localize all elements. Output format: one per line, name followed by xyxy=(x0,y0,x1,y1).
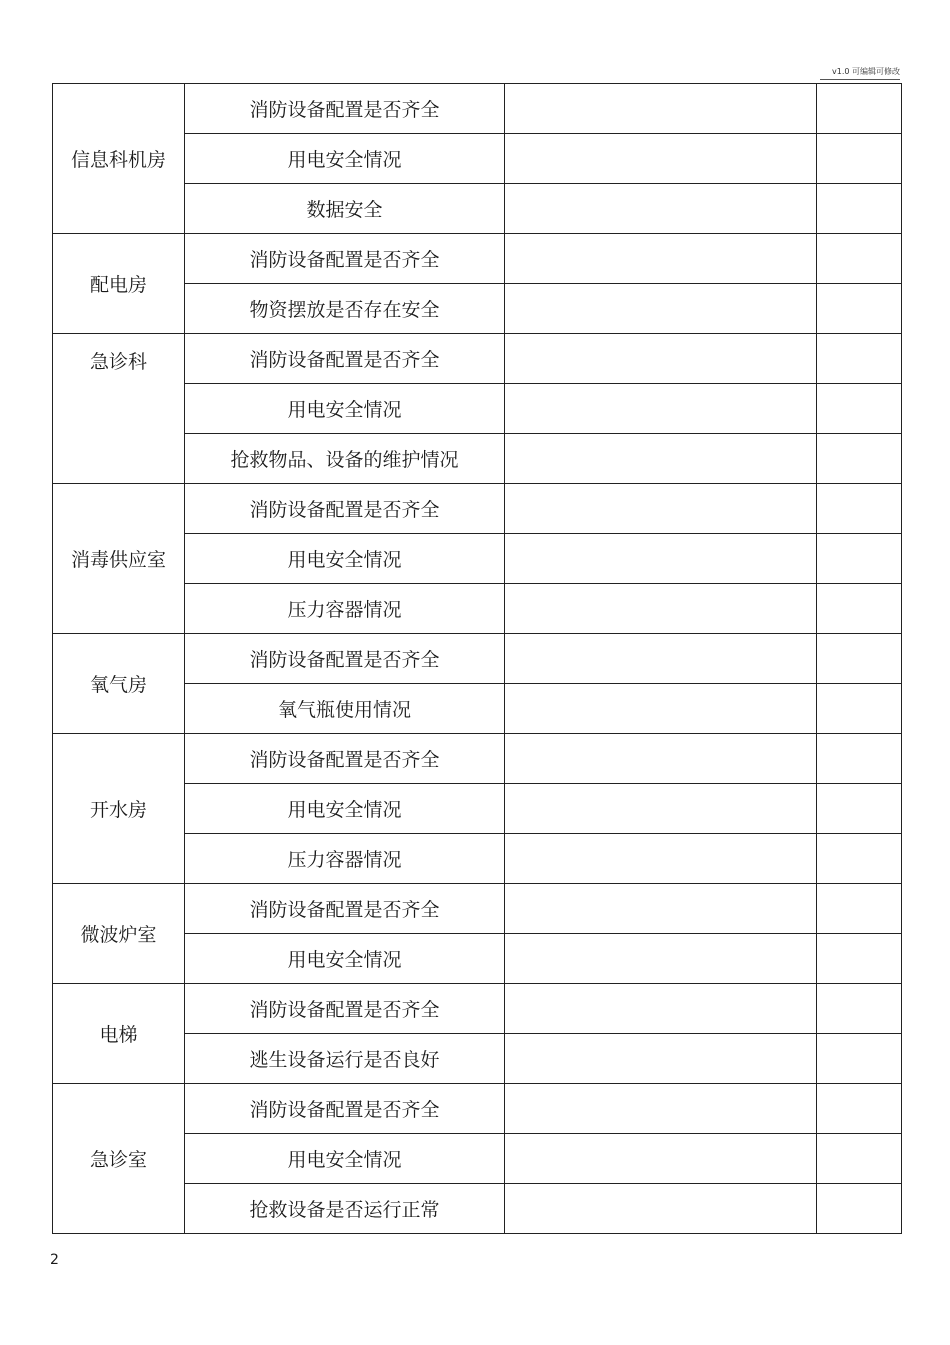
check-item-cell: 消防设备配置是否齐全 xyxy=(185,734,505,784)
table-row xyxy=(53,734,902,784)
check-item-cell: 压力容器情况 xyxy=(185,834,505,884)
result-cell xyxy=(505,434,817,484)
note-cell xyxy=(817,884,902,934)
check-item-cell: 消防设备配置是否齐全 xyxy=(185,234,505,284)
note-cell xyxy=(817,984,902,1034)
check-item-cell: 用电安全情况 xyxy=(185,934,505,984)
area-cell: 急诊室 xyxy=(53,1084,185,1234)
check-item-cell: 抢救物品、设备的维护情况 xyxy=(185,434,505,484)
result-cell xyxy=(505,684,817,734)
result-cell xyxy=(505,1034,817,1084)
area-cell: 电梯 xyxy=(53,984,185,1084)
check-item-cell: 消防设备配置是否齐全 xyxy=(185,634,505,684)
result-cell xyxy=(505,634,817,684)
result-cell xyxy=(505,184,817,234)
area-cell: 信息科机房 xyxy=(53,84,185,234)
area-cell: 开水房 xyxy=(53,734,185,884)
note-cell xyxy=(817,334,902,384)
result-cell xyxy=(505,334,817,384)
check-item-cell: 消防设备配置是否齐全 xyxy=(185,484,505,534)
result-cell xyxy=(505,284,817,334)
area-cell: 配电房 xyxy=(53,234,185,334)
table-row xyxy=(53,334,902,384)
check-item-cell: 消防设备配置是否齐全 xyxy=(185,884,505,934)
result-cell xyxy=(505,534,817,584)
result-cell xyxy=(505,1084,817,1134)
inspection-table-body xyxy=(53,84,902,1234)
note-cell xyxy=(817,284,902,334)
check-item-cell: 消防设备配置是否齐全 xyxy=(185,84,505,134)
table-row xyxy=(53,884,902,934)
note-cell xyxy=(817,134,902,184)
check-item-cell: 物资摆放是否存在安全 xyxy=(185,284,505,334)
header-rule xyxy=(820,79,900,80)
result-cell xyxy=(505,134,817,184)
note-cell xyxy=(817,784,902,834)
check-item-cell: 逃生设备运行是否良好 xyxy=(185,1034,505,1084)
area-cell: 消毒供应室 xyxy=(53,484,185,634)
result-cell xyxy=(505,834,817,884)
result-cell xyxy=(505,84,817,134)
table-row xyxy=(53,1084,902,1134)
result-cell xyxy=(505,384,817,434)
note-cell xyxy=(817,1184,902,1234)
table-row xyxy=(53,984,902,1034)
note-cell xyxy=(817,84,902,134)
note-cell xyxy=(817,484,902,534)
table-row xyxy=(53,634,902,684)
note-cell xyxy=(817,384,902,434)
check-item-cell: 压力容器情况 xyxy=(185,584,505,634)
note-cell xyxy=(817,434,902,484)
note-cell xyxy=(817,934,902,984)
version-note: v1.0 可编辑可修改 xyxy=(832,67,900,76)
inspection-table xyxy=(52,83,902,1234)
area-cell: 急诊科 xyxy=(53,334,185,484)
check-item-cell: 抢救设备是否运行正常 xyxy=(185,1184,505,1234)
result-cell xyxy=(505,1184,817,1234)
check-item-cell: 用电安全情况 xyxy=(185,134,505,184)
table-row xyxy=(53,234,902,284)
page-number: 2 xyxy=(50,1252,59,1268)
check-item-cell: 用电安全情况 xyxy=(185,784,505,834)
result-cell xyxy=(505,234,817,284)
check-item-cell: 用电安全情况 xyxy=(185,384,505,434)
check-item-cell: 消防设备配置是否齐全 xyxy=(185,984,505,1034)
result-cell xyxy=(505,584,817,634)
result-cell xyxy=(505,984,817,1034)
result-cell xyxy=(505,734,817,784)
check-item-cell: 数据安全 xyxy=(185,184,505,234)
check-item-cell: 消防设备配置是否齐全 xyxy=(185,1084,505,1134)
note-cell xyxy=(817,584,902,634)
note-cell xyxy=(817,184,902,234)
table-row xyxy=(53,484,902,534)
note-cell xyxy=(817,534,902,584)
note-cell xyxy=(817,1084,902,1134)
check-item-cell: 氧气瓶使用情况 xyxy=(185,684,505,734)
area-cell: 微波炉室 xyxy=(53,884,185,984)
result-cell xyxy=(505,1134,817,1184)
check-item-cell: 用电安全情况 xyxy=(185,534,505,584)
note-cell xyxy=(817,1034,902,1084)
result-cell xyxy=(505,784,817,834)
area-cell: 氧气房 xyxy=(53,634,185,734)
check-item-cell: 用电安全情况 xyxy=(185,1134,505,1184)
note-cell xyxy=(817,734,902,784)
note-cell xyxy=(817,1134,902,1184)
table-row xyxy=(53,84,902,134)
result-cell xyxy=(505,884,817,934)
note-cell xyxy=(817,834,902,884)
note-cell xyxy=(817,684,902,734)
result-cell xyxy=(505,484,817,534)
check-item-cell: 消防设备配置是否齐全 xyxy=(185,334,505,384)
result-cell xyxy=(505,934,817,984)
note-cell xyxy=(817,234,902,284)
note-cell xyxy=(817,634,902,684)
